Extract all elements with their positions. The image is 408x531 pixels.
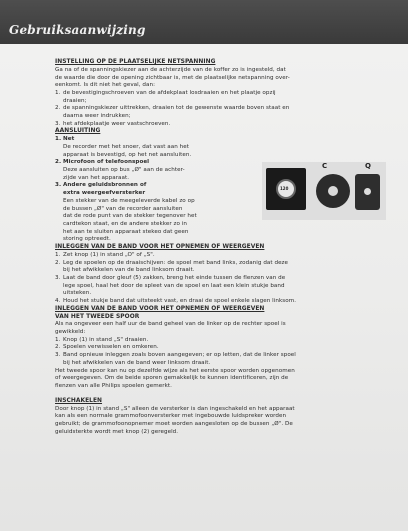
- socket-label: Q: [365, 162, 371, 170]
- title-banner: [0, 0, 408, 44]
- knob-label: 120: [280, 186, 289, 191]
- item-title: Net: [63, 136, 75, 143]
- socket-label: C: [322, 162, 328, 170]
- manual-content: [55, 59, 390, 436]
- heading-aansluiting: AANSLUITING: [55, 128, 101, 135]
- paragraph-line: gebruikt; de grammofoonopnemer moet worden aangesloten op de bussen „Ø". De: [55, 420, 293, 427]
- list-item: [55, 260, 390, 275]
- list-item: [55, 105, 390, 120]
- item-number: 2.: [55, 159, 62, 166]
- selector-knob: [276, 179, 296, 199]
- list-item: [55, 352, 390, 367]
- paragraph-line: Door knop (1) in stand „S" alleen de versterker is dan ingeschakeld en het apparaat: [55, 405, 295, 412]
- heading-inleggen: INLEGGEN VAN DE BAND VOOR HET OPNEMEN OF WEERGEVEN: [55, 244, 265, 251]
- list-item: [55, 275, 390, 298]
- item-line: storing optreedt.: [63, 236, 111, 243]
- item-line: de spanningskiezer uittrekken, draaien tot de gewenste waarde boven staat en: [63, 105, 290, 112]
- paragraph-line: Ga na of de spanningskiezer aan de achterzijde van de koffer zo is ingesteld, dat: [55, 66, 286, 73]
- item-number: 3.: [55, 120, 61, 127]
- round-socket-image: [316, 174, 350, 208]
- connector-illustration: [262, 162, 386, 220]
- paragraph-line: flenzen van alle Philips spoelen gemerkt.: [55, 383, 172, 389]
- item-line: het afdekplaatje weer vastschroeven.: [63, 120, 171, 127]
- item-line: daarna weer indrukken;: [63, 113, 131, 120]
- item-line: Band opnieuw inleggen zoals boven aangegeven; er op letten, dat de linker spoel: [63, 352, 296, 359]
- item-line: Spoelen verwisselen en omkeren.: [63, 344, 159, 351]
- item-line: cardtekon staat, en de andere stekker zo in: [63, 220, 188, 227]
- list-item: [55, 182, 260, 244]
- item-number: 4.: [55, 298, 61, 305]
- heading-inleggen-tweede-spoor: INLEGGEN VAN DE BAND VOOR HET OPNEMEN OF WEERGEVEN: [55, 305, 265, 312]
- item-line: Deze aansluiten op bus „Ø" aan de achter-: [63, 167, 185, 174]
- item-number: 1.: [55, 136, 62, 143]
- page-title: Gebruiksaanwijzing: [9, 23, 146, 37]
- item-line: Houd het stukje band dat uitsteekt vast, en draai de spoel enkele slagen linksom.: [63, 298, 297, 305]
- item-line: Zet knop (1) in stand „O" of „S".: [63, 251, 155, 258]
- item-line: Een stekker van de meegeleverde kabel zo op: [63, 197, 195, 204]
- item-number: 3.: [55, 182, 62, 189]
- item-number: 1.: [55, 251, 61, 258]
- item-line: Knop (1) in stand „S" draaien.: [63, 336, 149, 343]
- plug-socket-image: [355, 174, 380, 210]
- list-item: [55, 252, 390, 260]
- list-item: [55, 90, 390, 105]
- item-line: draaien;: [63, 97, 87, 104]
- heading-inschakelen: INSCHAKELEN: [55, 397, 103, 404]
- item-title: Andere geluidsbronnen of: [63, 182, 147, 189]
- item-line: het aan te sluiten apparaat stekeo dat geen: [63, 228, 189, 235]
- item-line: uitsteken.: [63, 290, 92, 297]
- item-line: lege spoel, haal het door de spleet van de spoel en laat een klein stukje band: [63, 282, 285, 289]
- item-number: 2.: [55, 259, 61, 266]
- paragraph-line: eenkomt. Is dit niet het geval, dan:: [55, 82, 156, 89]
- item-line: De recorder met het snoer, dat vast aan het: [63, 143, 189, 150]
- list-item: [55, 121, 390, 129]
- paragraph-line: geluidsterkte wordt met knop (2) geregeld.: [55, 428, 179, 435]
- list-item: [55, 344, 390, 352]
- item-line: Laat de band door gleuf (5) zakken, breng het einde tussen de flenzen van de: [63, 274, 286, 281]
- control-panel-image: [266, 168, 306, 210]
- item-number: 2.: [55, 344, 61, 351]
- item-number: 3.: [55, 274, 61, 281]
- paragraph-line: de waarde die door de opening zichtbaar is, met de plaatselijke netspanning over-: [55, 74, 290, 81]
- item-title: extra weergeefversterker: [63, 190, 146, 197]
- item-line: bij het afwikkelen van de band linksom draait.: [63, 267, 195, 274]
- item-line: de bussen „Ø" van de recorder aansluiten: [63, 205, 183, 212]
- heading-netspanning: INSTELLING OP DE PLAATSELIJKE NETSPANNING: [55, 59, 216, 65]
- item-number: 3.: [55, 352, 61, 359]
- paragraph-line: of weergegeven. Om de beide sporen gemakkelijk te kunnen identificeren, zijn de: [55, 375, 289, 382]
- item-number: 2.: [55, 105, 61, 112]
- list-item: [55, 298, 390, 306]
- paragraph-line: kan als een normale grammofoonversterker met ingebouwde luidspreker worden: [55, 413, 287, 420]
- list-item: [55, 337, 390, 345]
- paragraph-line: gewikkeld:: [55, 329, 86, 336]
- item-title: Microfoon of telefoonspoel: [63, 159, 150, 166]
- item-line: Leg de spoelen op de draaischijven: de spoel met band links, zodanig dat deze: [63, 259, 289, 266]
- item-number: 1.: [55, 336, 61, 343]
- item-line: apparaat is bevestigd, op het net aansluiten.: [63, 151, 192, 158]
- heading-tweede-spoor: VAN HET TWEEDE SPOOR: [55, 313, 140, 320]
- item-number: 1.: [55, 89, 61, 96]
- item-line: zijde van het apparaat.: [63, 174, 130, 181]
- item-line: bij het afwikkelen van de band weer linksom draait.: [63, 359, 211, 366]
- list-item: [55, 136, 260, 159]
- list-item: [55, 159, 260, 182]
- paragraph-line: Als na ongeveer een half uur de band geheel van de linker op de rechter spoel is: [55, 321, 286, 328]
- item-line: dat de rode punt van de stekker tegenover het: [63, 213, 197, 220]
- paragraph-line: Het tweede spoor kan nu op dezelfde wijze als het eerste spoor worden opgenomen: [55, 367, 295, 374]
- item-line: de bevestigingschroeven van de afdekplaat losdraaien en het plaatje opzij: [63, 89, 276, 96]
